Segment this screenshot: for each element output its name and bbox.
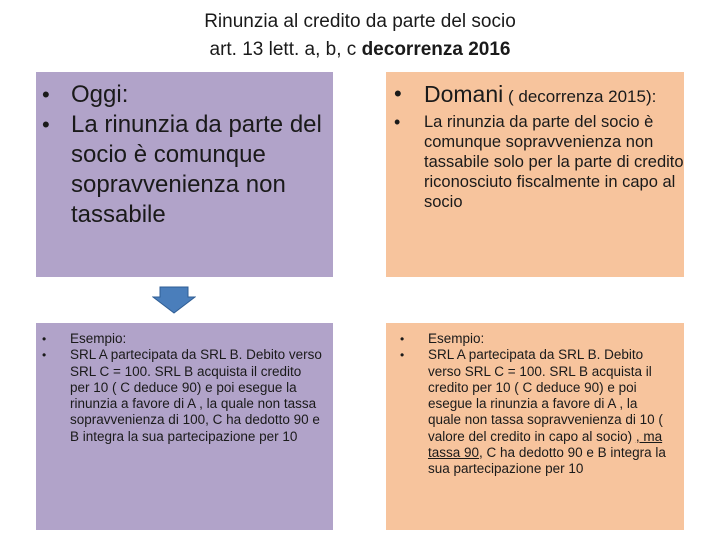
- title-line-1: Rinunzia al credito da parte del socio: [204, 11, 516, 32]
- bullet-icon: •: [400, 332, 405, 346]
- future-example-item-2: [386, 347, 684, 477]
- current-rule-item-2: [36, 110, 333, 230]
- future-example-text: [428, 347, 666, 476]
- future-example-text-part-2: , C ha dedotto 90 e B integra la sua partecipazione per 10: [428, 445, 666, 477]
- future-rule-item-2: [386, 112, 684, 212]
- future-rule-text: La rinunzia da parte del socio è comunque sopravvenienza non tassabile solo per la parte di credito riconosciuto fiscalmente in capo al socio: [424, 113, 684, 211]
- future-rule-label-note: ( decorrenza 2015):: [503, 87, 657, 106]
- title-line-2-prefix: art. 13 lett. a, b, c: [209, 39, 362, 60]
- slide-title: [0, 8, 720, 64]
- future-example-item-1: [386, 331, 684, 347]
- current-rule-item-1: [36, 80, 333, 110]
- future-example-label: Esempio:: [428, 331, 485, 346]
- bullet-icon: •: [42, 82, 50, 107]
- bullet-icon: •: [42, 112, 50, 137]
- current-example-item-1: [36, 331, 333, 347]
- current-rule-label: Oggi:: [71, 81, 129, 108]
- future-rule-box: [386, 72, 684, 277]
- future-example-text-part-1: SRL A partecipata da SRL B. Debito verso SRL C = 100. SRL B acquista il credito per 10 ( C deduce 90) e poi esegue la rinunzia a favore di A , la quale non tassa sopravvenienza di 10 ( valore del credito in capo al socio): [428, 347, 663, 444]
- current-rule-text: La rinunzia da parte del socio è comunque sopravvenienza non tassabile: [71, 111, 322, 228]
- current-example-text: SRL A partecipata da SRL B. Debito verso SRL C = 100. SRL B acquista il credito per 10 ( C deduce 90) e poi esegue la rinunzia a favore di A , la quale non tassa sopravvenienza di 100, C ha dedotto 90 e B integra la sua partecipazione per 10: [70, 347, 322, 444]
- future-rule-list: [386, 72, 684, 212]
- future-rule-label: Domani: [424, 81, 504, 107]
- future-example-list: [386, 323, 684, 478]
- bullet-icon: •: [394, 112, 401, 132]
- future-example-text-underlined: , ma tassa 90: [428, 428, 663, 461]
- current-example-list: [36, 323, 333, 445]
- current-rule-box: [36, 72, 333, 277]
- title-line-2-bold: decorrenza 2016: [361, 39, 511, 60]
- future-example-box: [386, 323, 684, 530]
- title-line-2: [0, 36, 720, 64]
- current-example-label: Esempio:: [70, 331, 127, 346]
- bullet-icon: •: [400, 348, 405, 363]
- future-rule-item-1: [386, 80, 684, 111]
- current-rule-list: [36, 72, 333, 230]
- down-arrow-icon: [152, 286, 196, 314]
- current-example-item-2: [36, 347, 333, 445]
- bullet-icon: •: [394, 81, 402, 106]
- bullet-icon: •: [42, 332, 47, 346]
- bullet-icon: •: [42, 348, 47, 363]
- current-example-box: [36, 323, 333, 530]
